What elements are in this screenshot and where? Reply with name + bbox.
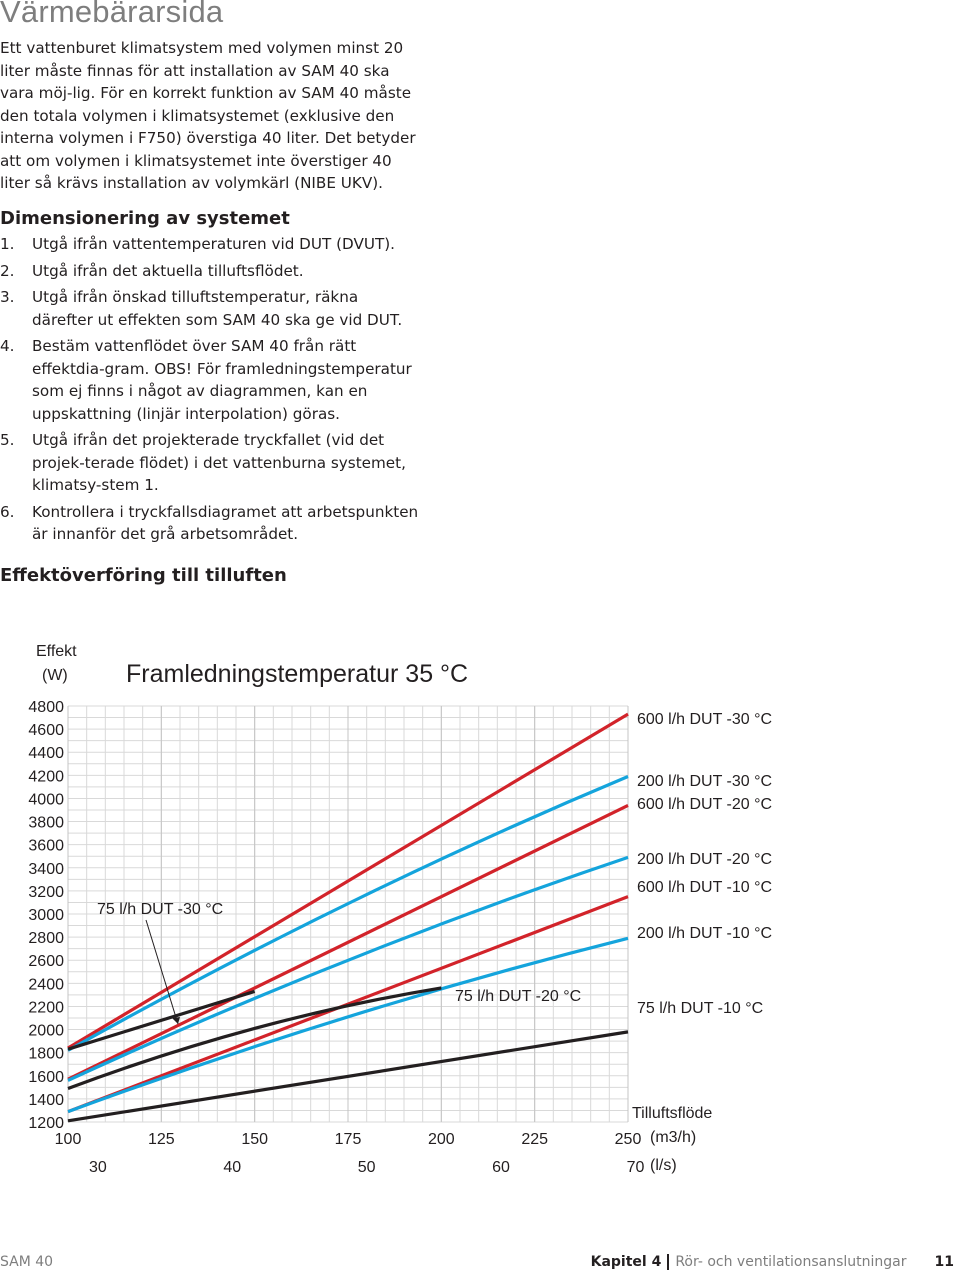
series-label: 200 l/h DUT -10 °C [637,925,773,942]
step-number: 6. [0,502,15,521]
steps-list [0,233,420,550]
step-number: 1. [0,235,15,253]
step-number: 4. [0,337,15,355]
step-text: Bestäm vattenflödet över SAM 40 från rätt effektdia-gram. OBS! För framledningstemperatur som ej finns i något av diagrammen, kan en uppskattning (linjär interpolation) göras. [32,337,412,423]
y-tick-label: 1800 [28,1045,64,1063]
page-title: Värmebärarsida [0,0,224,29]
x2-axis-unit: (l/s) [650,1157,677,1174]
y-tick-label: 2200 [28,999,64,1017]
step-item [0,429,420,497]
chart-title: Framledningstemperatur 35 °C [126,660,469,688]
step-text: Utgå ifrån det aktuella tilluftsflödet. [32,261,304,280]
step-item [0,335,420,425]
x-tick-label: 150 [241,1131,269,1148]
y-tick-label: 3400 [28,860,64,878]
footer-page-number: 11 [934,1254,954,1270]
y-tick-label: 3800 [28,814,64,832]
x-tick-label: 125 [147,1131,175,1148]
footer-chapter-number: Kapitel 4 [590,1254,662,1270]
x2-tick-label: 70 [626,1159,645,1176]
y-tick-label: 2000 [28,1022,64,1040]
footer-separator [667,1254,669,1270]
step-item [0,233,420,256]
y-tick-label: 1400 [28,1091,64,1109]
x-axis-label: Tilluftsflöde [632,1105,713,1122]
step-item [0,260,420,283]
y-tick-label: 2600 [28,953,64,971]
power-transfer-chart [0,620,960,1200]
step-text: Kontrollera i tryckfallsdiagramet att arbetspunkten är innanför det grå arbetsområdet. [32,502,419,543]
series-label: 600 l/h DUT -20 °C [637,796,773,813]
dimensioning-heading: Dimensionering av systemet [0,208,290,229]
y-tick-label: 4000 [28,791,64,809]
series-label: 75 l/h DUT -20 °C [455,988,582,1005]
series-label: 600 l/h DUT -30 °C [637,711,773,728]
step-text: Utgå ifrån vattentemperaturen vid DUT (DVUT). [32,235,395,253]
y-tick-label: 4600 [28,722,64,740]
series-label: 600 l/h DUT -10 °C [637,879,773,896]
series-label: 75 l/h DUT -10 °C [637,1000,764,1017]
y-tick-label: 4200 [28,768,64,786]
x-axis-unit: (m3/h) [650,1129,697,1146]
x-tick-label: 200 [427,1131,455,1148]
y-tick-label: 1200 [28,1115,64,1132]
x-tick-label: 250 [614,1131,642,1148]
step-item [0,501,420,546]
step-number: 5. [0,431,15,449]
y-axis-label: Effekt [36,643,77,660]
footer-chapter [591,1254,954,1270]
x-tick-label: 225 [521,1131,549,1148]
y-tick-label: 3000 [28,907,64,924]
series-label: 200 l/h DUT -20 °C [637,851,773,868]
footer-chapter-title: Rör- och ventilationsanslutningar [675,1254,907,1270]
x2-tick-label: 40 [223,1159,242,1176]
step-item [0,286,420,331]
x-tick-label: 100 [54,1131,82,1148]
y-axis-unit: (W) [42,667,68,684]
intro-paragraph: Ett vattenburet klimatsystem med volymen minst 20 liter måste finnas för att installation av SAM 40 ska vara möj-lig. För en korrekt funktion av SAM 40 måste den totala volymen i klimatsystemet (exklusive den interna volymen i F750) överstiga 40 liter. Det betyder att om volymen i klimatsystemet inte överstiger 40 liter så krävs installation av volymkärl (NIBE UKV). [0,39,416,192]
y-tick-label: 3600 [28,837,64,855]
series-label: 200 l/h DUT -30 °C [637,773,773,790]
y-tick-label: 2800 [28,930,64,948]
y-tick-label: 4400 [28,745,64,763]
step-number: 2. [0,261,15,280]
x2-tick-label: 60 [492,1159,510,1176]
footer-product: SAM 40 [0,1254,54,1270]
pointer-arrowhead [172,1017,180,1024]
y-tick-label: 4800 [28,699,64,716]
x2-tick-label: 30 [88,1159,107,1176]
series-label: 75 l/h DUT -30 °C [97,901,224,918]
y-tick-label: 1600 [28,1068,64,1086]
chart-heading: Effektöverföring till tilluften [0,565,287,586]
step-text: Utgå ifrån det projekterade tryckfallet (vid det projek-terade flödet) i det vattenburna systemet, klimatsy-stem 1. [32,431,406,494]
y-tick-label: 3200 [28,883,64,901]
x-tick-label: 175 [334,1131,362,1148]
step-number: 3. [0,288,15,306]
x2-tick-label: 50 [357,1159,376,1176]
step-text: Utgå ifrån önskad tilluftstemperatur, räkna därefter ut effekten som SAM 40 ska ge vid DUT. [32,288,403,329]
y-tick-label: 2400 [28,976,64,994]
